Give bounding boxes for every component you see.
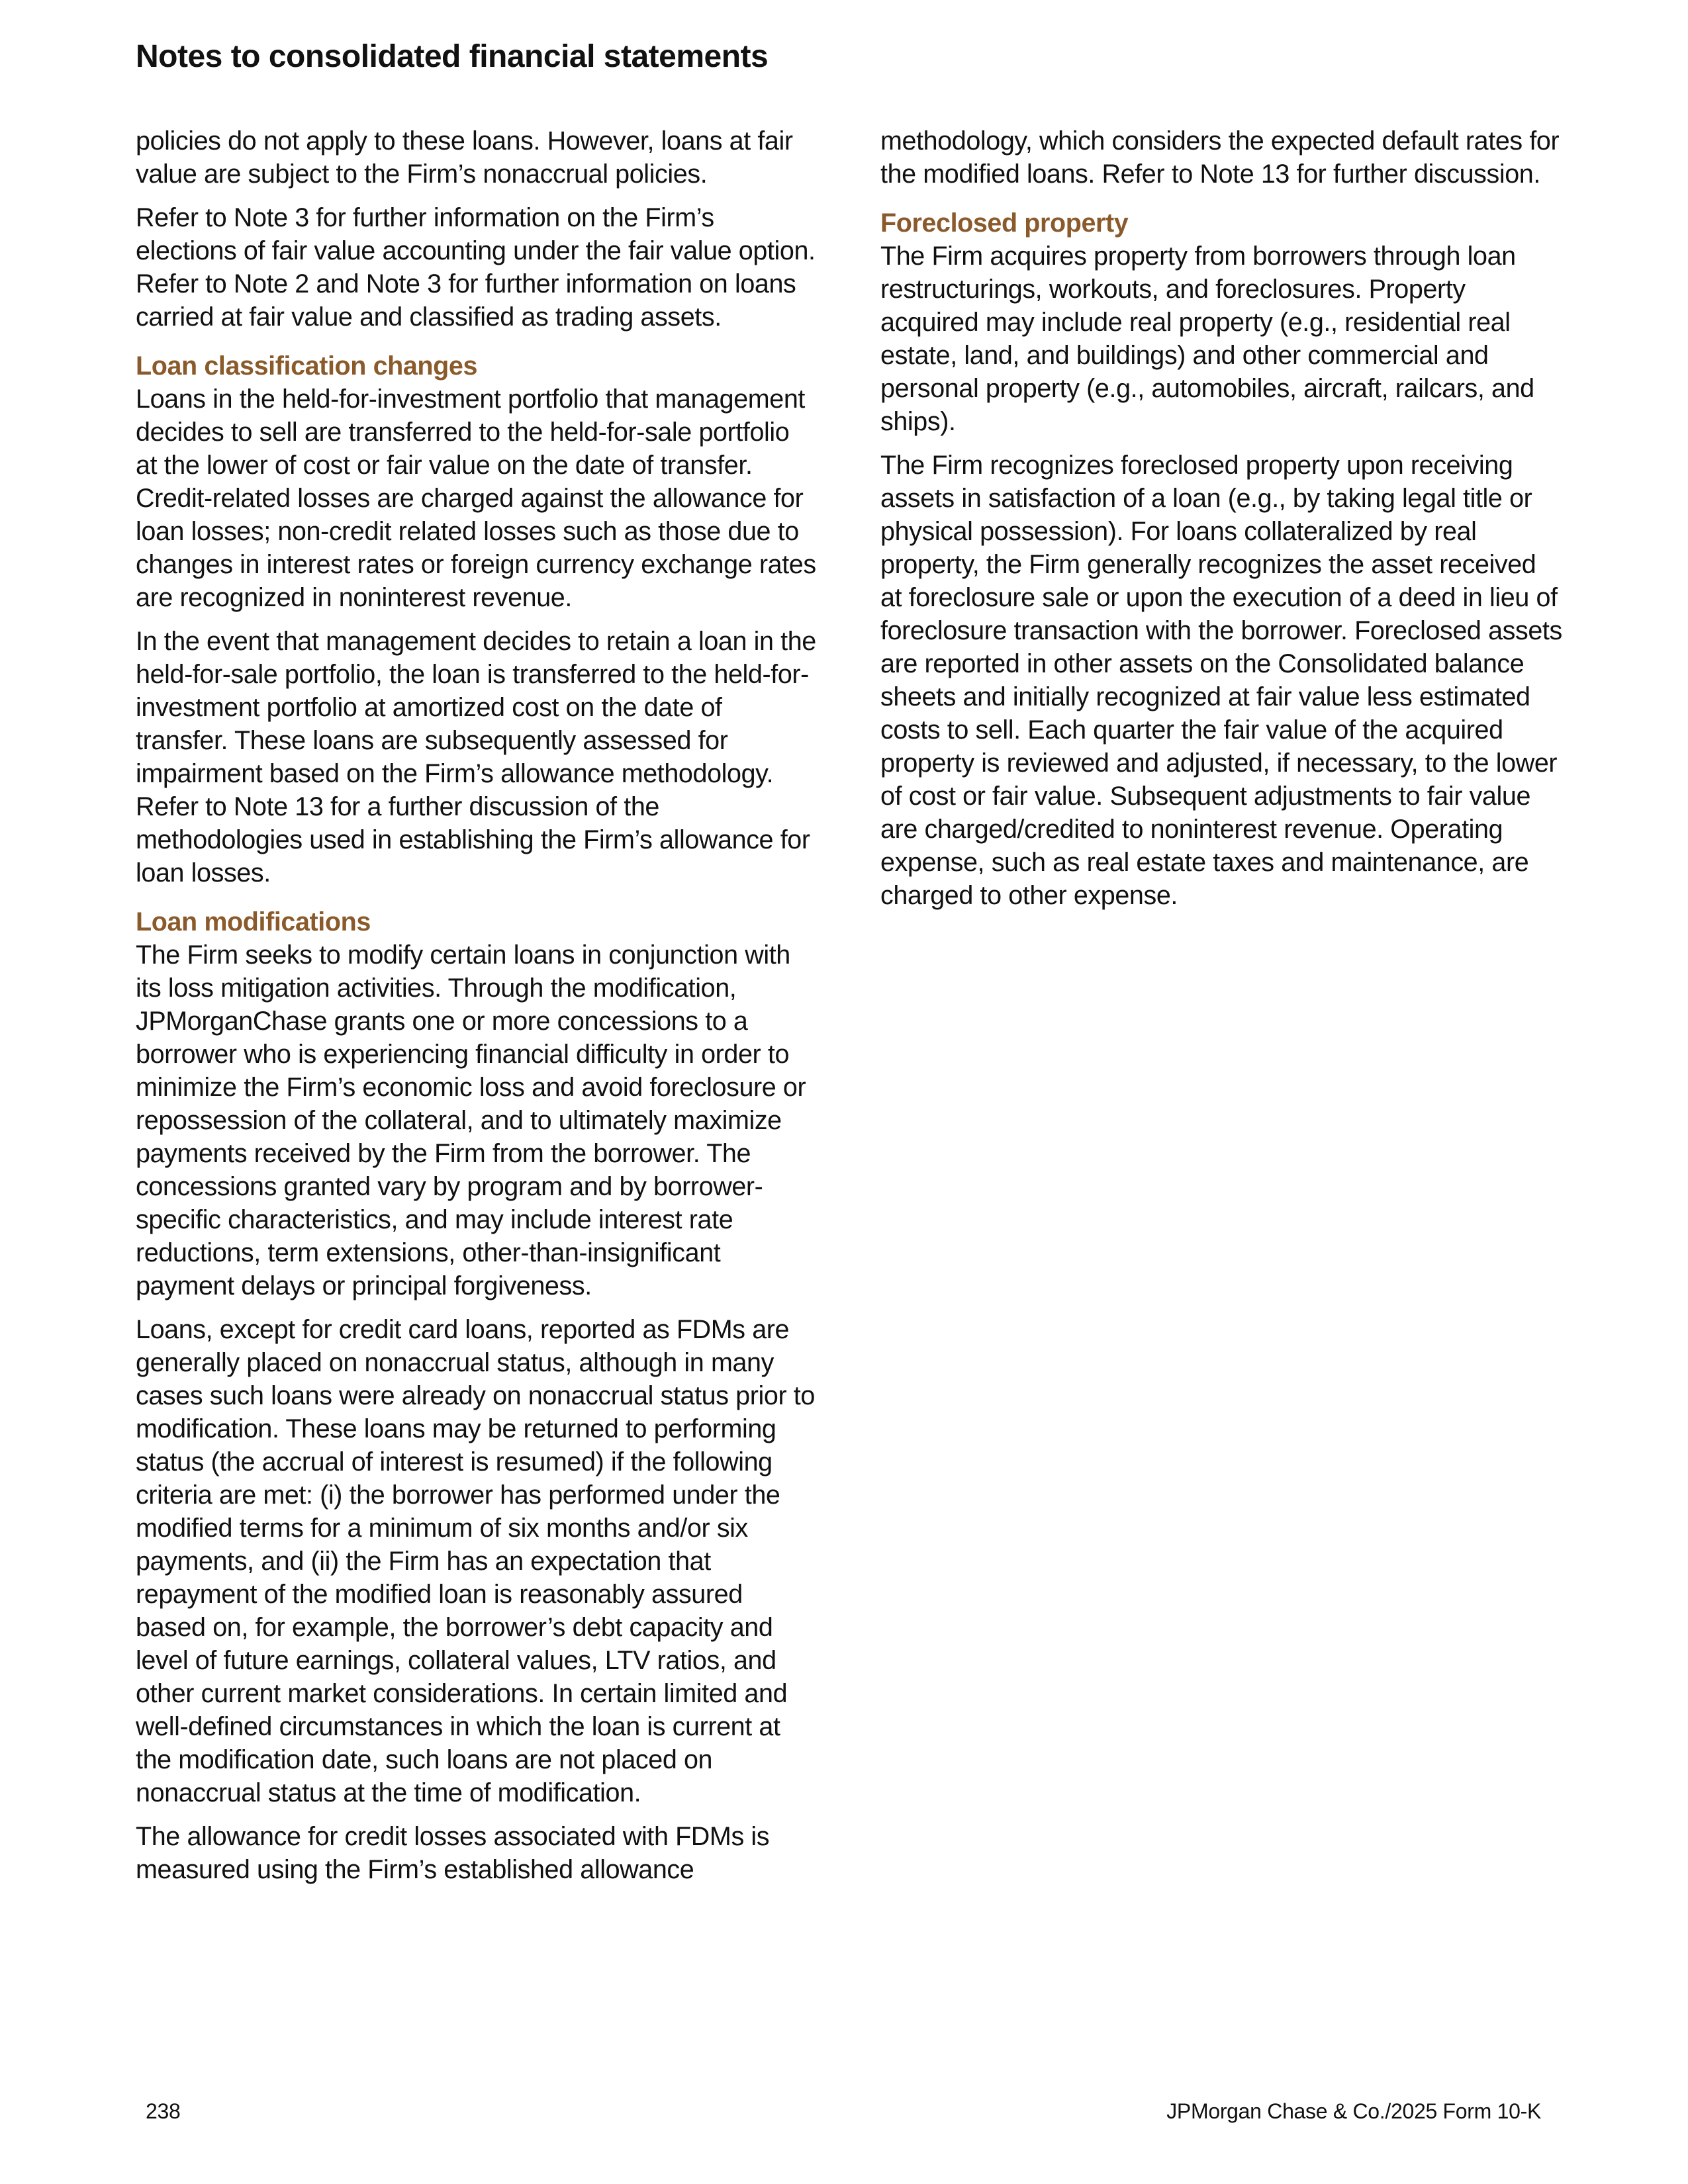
paragraph: In the event that management decides to retain a loan in the held-for-sale portfolio, the loan is transferred to the held-for-investment portfolio at amortized cost on the date of transfer. These loans are subsequently assessed for impairment based on the Firm’s allowance methodology. Refer to Note 13 for a further discussion of the methodologies used in establishing the Firm’s allowance for loan losses. [136, 627, 816, 887]
right-column [880, 124, 1562, 923]
footer-publication: JPMorgan Chase & Co./2025 Form 10-K [1166, 2099, 1541, 2123]
section-heading-loan-classification-changes: Loan classification changes [136, 351, 478, 381]
paragraph: Loans, except for credit card loans, reported as FDMs are generally placed on nonaccrual status, although in many cases such loans were already on nonaccrual status prior to modification. These loans may be returned to performing status (the accrual of interest is resumed) if the following criteria are met: (i) the borrower has performed under the modified terms for a minimum of six months and/or six payments, and (ii) the Firm has an expectation that repayment of the modified loan is reasonably assured based on, for example, the borrower’s debt capacity and level of future earnings, collateral values, LTV ratios, and other current market considerations. In certain limited and well-defined circumstances in which the loan is current at the modification date, such loans are not placed on nonaccrual status at the time of modification. [136, 1315, 815, 1807]
paragraph: The Firm recognizes foreclosed property upon receiving assets in satisfaction of a loan (e.g., by taking legal title or physical possession). For loans collateralized by real property, the Firm generally recognizes the asset received at foreclosure sale or upon the execution of a deed in lieu of foreclosure transaction with the borrower. Foreclosed assets are reported in other assets on the Consolidated balance sheets and initially recognized at fair value less estimated costs to sell. Each quarter the fair value of the acquired property is reviewed and adjusted, if necessary, to the lower of cost or fair value. Subsequent adjustments to fair value are charged/credited to noninterest revenue. Operating expense, such as real estate taxes and maintenance, are charged to other expense. [880, 451, 1562, 910]
paragraph: Loans in the held-for-investment portfolio that management decides to sell are transferred to the held-for-sale portfolio at the lower of cost or fair value on the date of transfer. Credit-related losses are charged against the allowance for loan losses; non-credit related losses such as those due to changes in interest rates or foreign currency exchange rates are recognized in noninterest revenue. [136, 385, 816, 612]
paragraph: methodology, which considers the expected default rates for the modified loans. Refer to Note 13 for further discussion. [880, 126, 1560, 189]
paragraph: The Firm seeks to modify certain loans in conjunction with its loss mitigation activities. Through the modification, JPMorganChase grants one or more concessions to a borrower who is experiencing financial difficulty in order to minimize the Firm’s economic loss and avoid foreclosure or repossession of the collateral, and to ultimately maximize payments received by the Firm from the borrower. The concessions granted vary by program and by borrower-specific characteristics, and may include interest rate reductions, term extensions, other-than-insignificant payment delays or principal forgiveness. [136, 940, 806, 1300]
page-number: 238 [146, 2099, 181, 2123]
page-title: Notes to consolidated financial statements [136, 39, 769, 74]
paragraph: The Firm acquires property from borrowers through loan restructurings, workouts, and foreclosures. Property acquired may include real property (e.g., residential real estate, land, and buildings) and other commercial and personal property (e.g., automobiles, aircraft, railcars, and ships). [880, 242, 1534, 436]
section-heading-loan-modifications: Loan modifications [136, 907, 371, 936]
paragraph: policies do not apply to these loans. However, loans at fair value are subject to the Firm’s nonaccrual policies. [136, 126, 793, 189]
section-heading-foreclosed-property: Foreclosed property [880, 208, 1129, 238]
paragraph: Refer to Note 3 for further information on the Firm’s elections of fair value accounting under the fair value option. Refer to Note 2 and Note 3 for further information on loans carried at fair value and classified as trading assets. [136, 203, 816, 332]
left-column [136, 124, 818, 1897]
paragraph: The allowance for credit losses associated with FDMs is measured using the Firm’s established allowance [136, 1822, 770, 1884]
